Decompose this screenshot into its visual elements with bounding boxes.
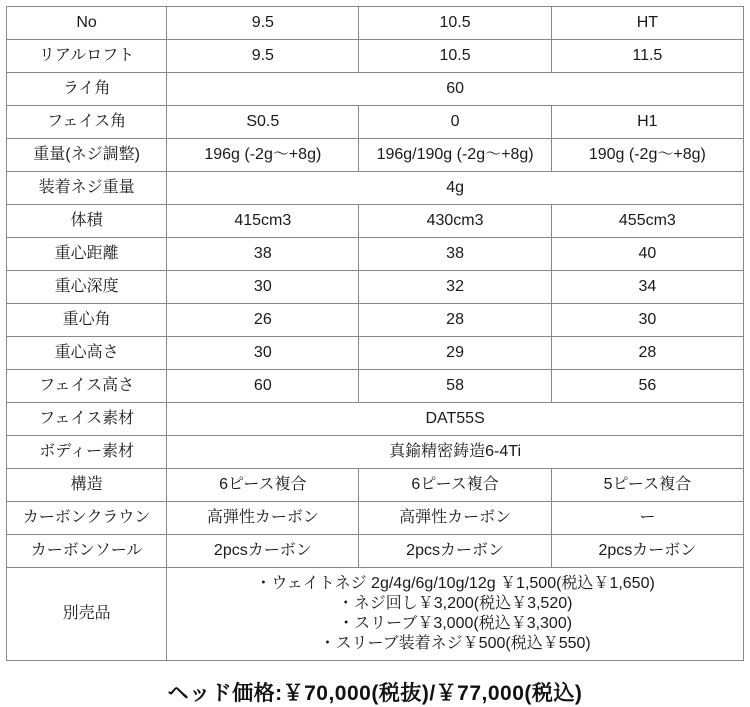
row-value: ー: [551, 502, 743, 535]
table-row: [7, 304, 744, 337]
header-cell-no: No: [7, 7, 167, 40]
row-value: 40: [551, 238, 743, 271]
table-row: [7, 271, 744, 304]
row-label: フェイス素材: [7, 403, 167, 436]
row-value: 190g (-2g〜+8g): [551, 139, 743, 172]
table-header-row: [7, 7, 744, 40]
table-row: [7, 40, 744, 73]
optional-line: ・スリーブ装着ネジ￥500(税込￥550): [319, 635, 591, 652]
table-row: [7, 106, 744, 139]
table-row: [7, 535, 744, 568]
row-value: 6ピース複合: [359, 469, 551, 502]
row-value: 34: [551, 271, 743, 304]
row-value: 29: [359, 337, 551, 370]
table-row: [7, 238, 744, 271]
row-value: 30: [167, 271, 359, 304]
specification-table: [6, 6, 744, 661]
row-value: 4g: [167, 172, 744, 205]
row-value: 38: [167, 238, 359, 271]
row-value: 2pcsカーボン: [167, 535, 359, 568]
row-value: 28: [359, 304, 551, 337]
row-value: 58: [359, 370, 551, 403]
table-row: [7, 370, 744, 403]
row-value: 28: [551, 337, 743, 370]
row-value: 5ピース複合: [551, 469, 743, 502]
optional-items: [167, 568, 744, 661]
optional-line: ・ネジ回し￥3,200(税込￥3,520): [337, 595, 573, 612]
optional-line: ・スリーブ￥3,000(税込￥3,300): [338, 615, 573, 632]
table-row: [7, 205, 744, 238]
table-row: [7, 502, 744, 535]
table-row: [7, 436, 744, 469]
row-label: 構造: [7, 469, 167, 502]
row-value: 196g/190g (-2g〜+8g): [359, 139, 551, 172]
row-label: フェイス角: [7, 106, 167, 139]
row-value: 32: [359, 271, 551, 304]
row-label: 別売品: [7, 568, 167, 661]
row-value: 26: [167, 304, 359, 337]
row-value: 30: [167, 337, 359, 370]
header-cell-105: 10.5: [359, 7, 551, 40]
row-value: 196g (-2g〜+8g): [167, 139, 359, 172]
table-row: [7, 73, 744, 106]
row-value: 415cm3: [167, 205, 359, 238]
table-row: [7, 139, 744, 172]
row-value: 2pcsカーボン: [359, 535, 551, 568]
row-value: 真鍮精密鋳造6-4Ti: [167, 436, 744, 469]
row-value: 2pcsカーボン: [551, 535, 743, 568]
row-value: 9.5: [167, 40, 359, 73]
row-label: 体積: [7, 205, 167, 238]
row-value: 38: [359, 238, 551, 271]
row-value: 430cm3: [359, 205, 551, 238]
row-value: 高弾性カーボン: [167, 502, 359, 535]
row-value: 30: [551, 304, 743, 337]
row-label: カーボンクラウン: [7, 502, 167, 535]
header-cell-95: 9.5: [167, 7, 359, 40]
header-cell-ht: HT: [551, 7, 743, 40]
row-value: DAT55S: [167, 403, 744, 436]
row-value: 60: [167, 370, 359, 403]
table-row: [7, 172, 744, 205]
row-label: リアルロフト: [7, 40, 167, 73]
optional-line: ・ウェイトネジ 2g/4g/6g/10g/12g ￥1,500(税込￥1,650): [255, 575, 655, 592]
row-value: 60: [167, 73, 744, 106]
row-label: ボディー素材: [7, 436, 167, 469]
row-label: 重心高さ: [7, 337, 167, 370]
head-price: ヘッド価格:￥70,000(税抜)/￥77,000(税込): [167, 682, 583, 705]
row-value: S0.5: [167, 106, 359, 139]
row-label: 重心角: [7, 304, 167, 337]
row-label: 重心距離: [7, 238, 167, 271]
row-value: H1: [551, 106, 743, 139]
row-label: カーボンソール: [7, 535, 167, 568]
row-value: 11.5: [551, 40, 743, 73]
row-label: 重量(ネジ調整): [7, 139, 167, 172]
row-value: 高弾性カーボン: [359, 502, 551, 535]
table-row: [7, 337, 744, 370]
row-label: ライ角: [7, 73, 167, 106]
row-label: フェイス高さ: [7, 370, 167, 403]
row-label: 重心深度: [7, 271, 167, 304]
row-value: 56: [551, 370, 743, 403]
row-value: 455cm3: [551, 205, 743, 238]
table-row-optional: [7, 568, 744, 661]
table-row: [7, 469, 744, 502]
row-label: 装着ネジ重量: [7, 172, 167, 205]
row-value: 6ピース複合: [167, 469, 359, 502]
row-value: 0: [359, 106, 551, 139]
table-row: [7, 403, 744, 436]
row-value: 10.5: [359, 40, 551, 73]
